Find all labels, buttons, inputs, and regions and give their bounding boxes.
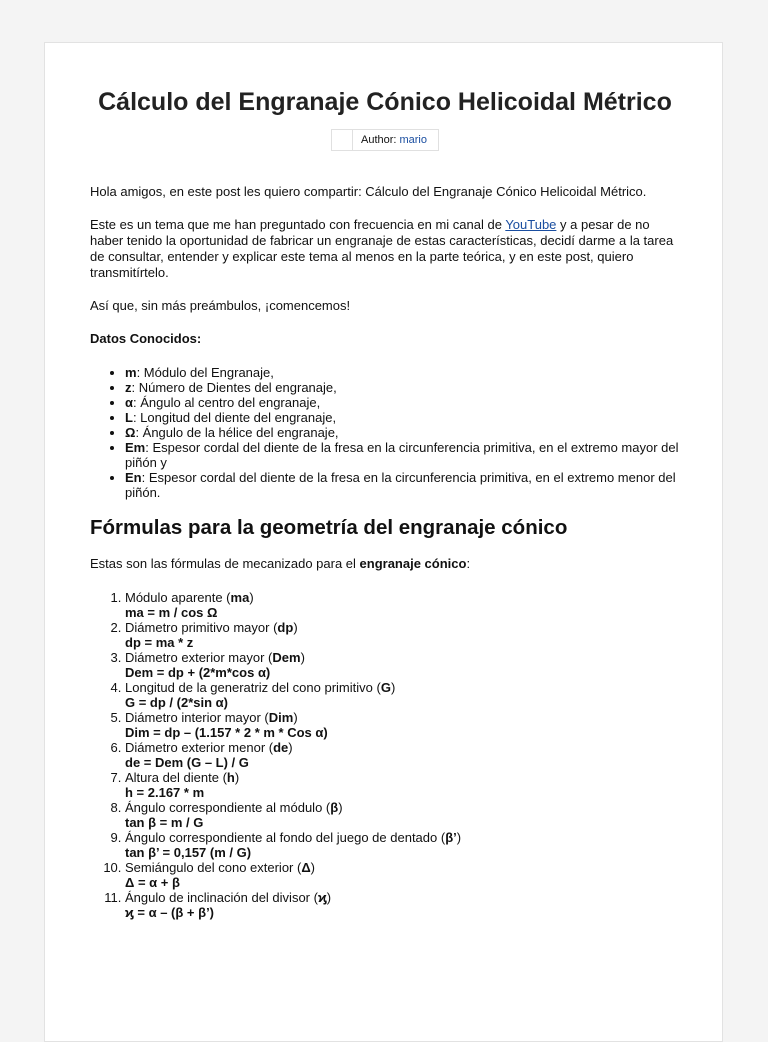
article-page	[44, 42, 723, 1042]
formula-list	[90, 590, 680, 920]
formula-equation: tan β’ = 0,157 (m / G)	[125, 845, 252, 860]
formula-label-close: )	[249, 590, 254, 605]
known-data-symbol: m	[125, 365, 137, 380]
formula-item	[125, 740, 680, 770]
known-data-description: : Espesor cordal del diente de la fresa en la circunferencia primitiva, en el extremo menor del piñón.	[125, 470, 676, 500]
formula-label-close: )	[338, 800, 343, 815]
known-data-description: : Ángulo al centro del engranaje,	[133, 395, 321, 410]
formula-item	[125, 800, 680, 830]
known-data-description: : Espesor cordal del diente de la fresa en la circunferencia primitiva, en el extremo mayor del piñón y	[125, 440, 679, 470]
formula-item	[125, 620, 680, 650]
formula-symbol: ϗ	[317, 890, 327, 905]
known-data-symbol: Em	[125, 440, 146, 455]
formulas-intro-text: Estas son las fórmulas de mecanizado para el	[90, 556, 360, 571]
author-link[interactable]: mario	[399, 134, 427, 146]
known-data-item	[125, 470, 680, 500]
formula-label-close: )	[310, 860, 316, 875]
known-data-item	[125, 365, 680, 380]
formula-item	[125, 590, 680, 620]
formula-symbol: ma	[230, 590, 250, 605]
formula-label: Módulo aparente (	[125, 590, 231, 605]
formula-item	[125, 770, 680, 800]
formulas-intro-bold: engranaje cónico	[359, 556, 467, 571]
formula-equation: ϗ = α – (β + β’)	[125, 905, 215, 920]
formula-label-close: )	[390, 680, 396, 695]
page-title: Cálculo del Engranaje Cónico Helicoidal Métrico	[98, 88, 672, 116]
known-data-item	[125, 380, 680, 395]
youtube-paragraph	[90, 217, 680, 281]
formula-equation: ma = m / cos Ω	[125, 605, 218, 620]
formula-label-close: )	[456, 830, 462, 845]
formula-symbol: β’	[445, 830, 457, 845]
formula-symbol: β	[330, 800, 339, 815]
formula-item	[125, 650, 680, 680]
known-data-description: : Ángulo de la hélice del engranaje,	[135, 425, 339, 440]
formula-label: Altura del diente (	[125, 770, 227, 785]
formula-label: Ángulo correspondiente al fondo del juego de dentado (	[125, 830, 446, 845]
known-data-description: : Longitud del diente del engranaje,	[132, 410, 337, 425]
formula-item	[125, 890, 680, 920]
formula-label-close: )	[326, 890, 332, 905]
formula-label: Ángulo de inclinación del divisor (	[125, 890, 318, 905]
known-data-symbol: L	[125, 410, 133, 425]
known-data-item	[125, 410, 680, 425]
formula-symbol: Dem	[272, 650, 301, 665]
formula-item	[125, 830, 680, 860]
formula-symbol: de	[273, 740, 289, 755]
formula-label: Semiángulo del cono exterior (	[125, 860, 302, 875]
formulas-intro	[90, 556, 680, 572]
formula-equation: Dem = dp + (2*m*cos α)	[125, 665, 271, 680]
formula-label-close: )	[293, 620, 298, 635]
known-data-symbol: z	[125, 380, 132, 395]
formula-symbol: Δ	[301, 860, 311, 875]
known-data-item	[125, 425, 680, 440]
formula-symbol: Dim	[268, 710, 294, 725]
author-box	[331, 129, 439, 151]
formula-equation: tan β = m / G	[125, 815, 204, 830]
formula-symbol: dp	[277, 620, 294, 635]
formula-label: Longitud de la generatriz del cono primitivo (	[125, 680, 381, 695]
formula-symbol: h	[226, 770, 235, 785]
formulas-heading: Fórmulas para la geometría del engranaje cónico	[90, 516, 568, 539]
formulas-intro-colon: :	[466, 556, 471, 571]
known-data-symbol: En	[125, 470, 142, 485]
youtube-paragraph-text-start: Este es un tema que me han preguntado con frecuencia en mi canal de	[90, 217, 506, 232]
formula-equation: de = Dem (G – L) / G	[125, 755, 249, 770]
intro-paragraph: Hola amigos, en este post les quiero compartir: Cálculo del Engranaje Cónico Helicoidal Métrico.	[90, 184, 647, 199]
youtube-paragraph-text-end: y a pesar de no haber tenido la oportunidad de fabricar un engranaje de estas características, decidí darme a la tarea de consultar, entender y explicar este tema al menos en la parte teórica, y en este post, quiero transmitírtelo.	[90, 217, 674, 280]
formula-label-close: )	[234, 770, 240, 785]
formula-equation: dp = ma * z	[125, 635, 194, 650]
formula-label: Diámetro interior mayor (	[125, 710, 269, 725]
avatar	[332, 130, 353, 150]
formula-label: Ángulo correspondiente al módulo (	[125, 800, 331, 815]
author-label: Author:	[361, 134, 397, 146]
known-data-item	[125, 395, 680, 410]
known-data-item	[125, 440, 680, 470]
formula-equation: h = 2.167 * m	[125, 785, 205, 800]
formula-equation: G = dp / (2*sin α)	[125, 695, 228, 710]
formula-symbol: G	[380, 680, 391, 695]
formula-equation: Δ = α + β	[125, 875, 180, 890]
known-data-list	[90, 365, 680, 500]
formula-label-close: )	[288, 740, 293, 755]
known-data-symbol: Ω	[125, 425, 136, 440]
known-data-description: : Módulo del Engranaje,	[136, 365, 274, 380]
formula-label-close: )	[300, 650, 305, 665]
formula-label: Diámetro exterior menor (	[125, 740, 274, 755]
youtube-link[interactable]: YouTube	[505, 217, 557, 232]
formula-label: Diámetro primitivo mayor (	[125, 620, 278, 635]
lets-begin-paragraph: Así que, sin más preámbulos, ¡comencemos!	[90, 298, 351, 313]
formula-item	[125, 710, 680, 740]
formula-item	[125, 680, 680, 710]
known-data-symbol: α	[125, 395, 133, 410]
formula-label: Diámetro exterior mayor (	[125, 650, 273, 665]
article-content	[90, 87, 680, 920]
formula-item	[125, 860, 680, 890]
known-data-description: : Número de Dientes del engranaje,	[131, 380, 337, 395]
formula-equation: Dim = dp – (1.157 * 2 * m * Cos α)	[125, 725, 328, 740]
formula-label-close: )	[293, 710, 298, 725]
known-data-heading: Datos Conocidos:	[90, 331, 202, 346]
